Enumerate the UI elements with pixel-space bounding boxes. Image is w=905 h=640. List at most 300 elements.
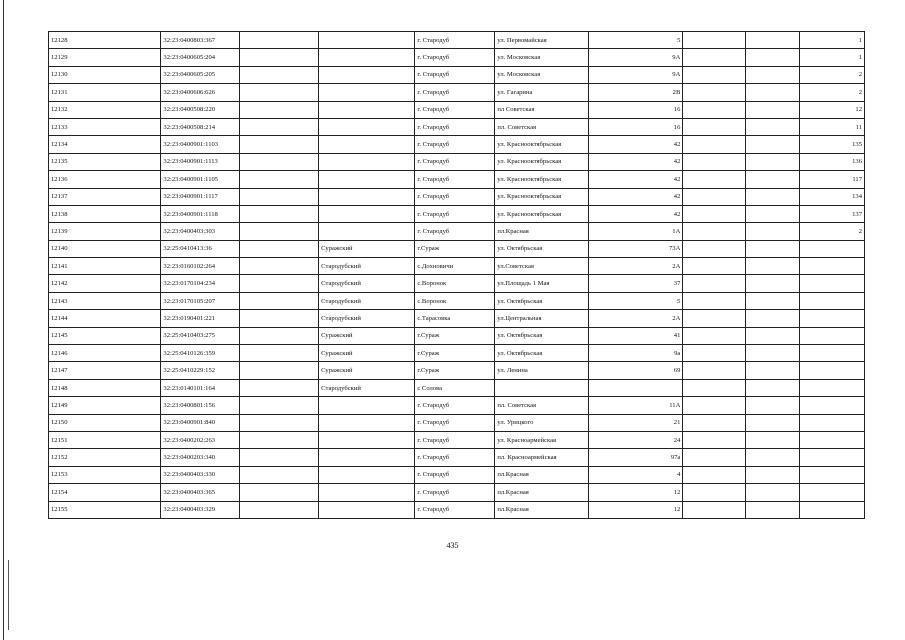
settlement-cell: г. Стародуб [415, 223, 495, 240]
row-number-cell: 12154 [49, 484, 161, 501]
empty-cell [240, 275, 319, 292]
settlement-cell: г. Стародуб [415, 84, 495, 101]
district-cell [319, 101, 415, 118]
district-cell: Стародубский [319, 292, 415, 309]
house-number-cell: 73А [589, 240, 683, 257]
empty-cell [240, 188, 319, 205]
apartment-number-cell: 136 [800, 153, 865, 170]
house-number-cell: 42 [589, 136, 683, 153]
row-number-cell: 12139 [49, 223, 161, 240]
house-number-cell: 69 [589, 362, 683, 379]
empty-cell [683, 118, 746, 135]
cadastral-number-cell: 32:23:0400901:1103 [161, 136, 240, 153]
cadastral-number-cell: 32:23:0400202:263 [161, 431, 240, 448]
table-row [49, 310, 865, 327]
table-row [49, 223, 865, 240]
cadastral-number-cell: 32:23:0170105:207 [161, 292, 240, 309]
street-cell: ул. Московская [495, 66, 589, 83]
empty-cell [746, 292, 800, 309]
house-number-cell: 16 [589, 101, 683, 118]
empty-cell [240, 310, 319, 327]
house-number-cell: 2А [589, 258, 683, 275]
house-number-cell: 97а [589, 449, 683, 466]
district-cell [319, 136, 415, 153]
district-cell: Суражский [319, 240, 415, 257]
district-cell [319, 205, 415, 222]
empty-cell [683, 345, 746, 362]
table-row [49, 414, 865, 431]
empty-cell [746, 101, 800, 118]
table-row [49, 397, 865, 414]
empty-cell [683, 397, 746, 414]
empty-cell [746, 501, 800, 518]
settlement-cell: г.Сураж [415, 362, 495, 379]
street-cell: ул. Октябрьская [495, 292, 589, 309]
apartment-number-cell: 2 [800, 223, 865, 240]
apartment-number-cell [800, 431, 865, 448]
table-row [49, 136, 865, 153]
empty-cell [240, 466, 319, 483]
house-number-cell: 42 [589, 153, 683, 170]
district-cell [319, 466, 415, 483]
settlement-cell: г.Сураж [415, 345, 495, 362]
empty-cell [240, 345, 319, 362]
row-number-cell: 12135 [49, 153, 161, 170]
empty-cell [746, 449, 800, 466]
cadastral-number-cell: 32:23:0190401:221 [161, 310, 240, 327]
district-cell [319, 171, 415, 188]
row-number-cell: 12130 [49, 66, 161, 83]
row-number-cell: 12144 [49, 310, 161, 327]
house-number-cell: 5 [589, 32, 683, 49]
house-number-cell: 12 [589, 484, 683, 501]
house-number-cell: 2А [589, 310, 683, 327]
district-cell [319, 49, 415, 66]
settlement-cell: г. Стародуб [415, 414, 495, 431]
settlement-cell: г. Стародуб [415, 466, 495, 483]
settlement-cell: г.Сураж [415, 240, 495, 257]
apartment-number-cell [800, 258, 865, 275]
table-row [49, 466, 865, 483]
empty-cell [240, 240, 319, 257]
empty-cell [683, 449, 746, 466]
table-row [49, 153, 865, 170]
cadastral-number-cell: 32:25:0410229:152 [161, 362, 240, 379]
empty-cell [746, 32, 800, 49]
street-cell: ул. Краснооктябрьская [495, 136, 589, 153]
district-cell [319, 449, 415, 466]
district-cell: Стародубский [319, 379, 415, 396]
street-cell: ул. Красноармейская [495, 431, 589, 448]
empty-cell [746, 136, 800, 153]
apartment-number-cell: 1 [800, 49, 865, 66]
registry-table [48, 31, 865, 519]
empty-cell [746, 379, 800, 396]
settlement-cell: г. Стародуб [415, 171, 495, 188]
district-cell: Стародубский [319, 310, 415, 327]
cadastral-number-cell: 32:23:0400606:626 [161, 84, 240, 101]
cadastral-number-cell: 32:23:0170104:234 [161, 275, 240, 292]
row-number-cell: 12150 [49, 414, 161, 431]
apartment-number-cell: 11 [800, 118, 865, 135]
cadastral-number-cell: 32:23:0400403:365 [161, 484, 240, 501]
row-number-cell: 12132 [49, 101, 161, 118]
settlement-cell: г. Стародуб [415, 188, 495, 205]
street-cell: пл.Красная [495, 484, 589, 501]
empty-cell [683, 188, 746, 205]
district-cell: Суражский [319, 362, 415, 379]
empty-cell [240, 118, 319, 135]
house-number-cell: 41 [589, 327, 683, 344]
empty-cell [746, 397, 800, 414]
row-number-cell: 12129 [49, 49, 161, 66]
row-number-cell: 12133 [49, 118, 161, 135]
empty-cell [746, 171, 800, 188]
empty-cell [240, 484, 319, 501]
settlement-cell: г. Стародуб [415, 32, 495, 49]
empty-cell [746, 345, 800, 362]
table-row [49, 449, 865, 466]
empty-cell [746, 66, 800, 83]
row-number-cell: 12151 [49, 431, 161, 448]
district-cell: Суражский [319, 327, 415, 344]
house-number-cell: 5 [589, 292, 683, 309]
empty-cell [746, 327, 800, 344]
street-cell: ул. Краснооктябрьская [495, 188, 589, 205]
row-number-cell: 12147 [49, 362, 161, 379]
row-number-cell: 12149 [49, 397, 161, 414]
empty-cell [683, 84, 746, 101]
house-number-cell: 12 [589, 501, 683, 518]
apartment-number-cell: 135 [800, 136, 865, 153]
apartment-number-cell: 1 [800, 32, 865, 49]
table-row [49, 431, 865, 448]
settlement-cell: г. Стародуб [415, 501, 495, 518]
table-row [49, 275, 865, 292]
empty-cell [240, 431, 319, 448]
table-row [49, 379, 865, 396]
district-cell [319, 484, 415, 501]
district-cell: Суражский [319, 345, 415, 362]
table-row [49, 49, 865, 66]
cadastral-number-cell: 32:23:0400801:156 [161, 397, 240, 414]
cadastral-number-cell: 32:23:0400203:340 [161, 449, 240, 466]
settlement-cell: с.Воронок [415, 292, 495, 309]
cadastral-number-cell: 32:23:0400901:840 [161, 414, 240, 431]
cadastral-number-cell: 32:23:0140101:164 [161, 379, 240, 396]
empty-cell [683, 275, 746, 292]
settlement-cell: с.Дохновичи [415, 258, 495, 275]
row-number-cell: 12136 [49, 171, 161, 188]
district-cell: Стародубский [319, 275, 415, 292]
settlement-cell: г. Стародуб [415, 484, 495, 501]
house-number-cell: 37 [589, 275, 683, 292]
empty-cell [683, 431, 746, 448]
apartment-number-cell [800, 292, 865, 309]
street-cell: ул. Краснооктябрьская [495, 153, 589, 170]
empty-cell [240, 327, 319, 344]
empty-cell [240, 205, 319, 222]
street-cell: пл. Красноармейская [495, 449, 589, 466]
cadastral-number-cell: 32:23:0400403:329 [161, 501, 240, 518]
empty-cell [683, 171, 746, 188]
empty-cell [746, 431, 800, 448]
empty-cell [746, 49, 800, 66]
table-row [49, 484, 865, 501]
row-number-cell: 12153 [49, 466, 161, 483]
empty-cell [240, 449, 319, 466]
street-cell: пл.Красная [495, 501, 589, 518]
street-cell: пл.Красная [495, 466, 589, 483]
house-number-cell: 16 [589, 118, 683, 135]
row-number-cell: 12137 [49, 188, 161, 205]
empty-cell [746, 466, 800, 483]
street-cell: ул. Ленина [495, 362, 589, 379]
house-number-cell: 1А [589, 223, 683, 240]
row-number-cell: 12143 [49, 292, 161, 309]
cadastral-number-cell: 32:23:0400508:214 [161, 118, 240, 135]
empty-cell [746, 205, 800, 222]
empty-cell [240, 66, 319, 83]
empty-cell [746, 84, 800, 101]
row-number-cell: 12138 [49, 205, 161, 222]
empty-cell [683, 101, 746, 118]
empty-cell [240, 362, 319, 379]
settlement-cell: с.Воронок [415, 275, 495, 292]
empty-cell [240, 292, 319, 309]
row-number-cell: 12128 [49, 32, 161, 49]
empty-cell [240, 171, 319, 188]
empty-cell [683, 223, 746, 240]
apartment-number-cell: 2 [800, 66, 865, 83]
cadastral-number-cell: 32:23:0400901:1117 [161, 188, 240, 205]
street-cell: пл Советская [495, 101, 589, 118]
empty-cell [683, 258, 746, 275]
apartment-number-cell [800, 345, 865, 362]
house-number-cell: 21 [589, 414, 683, 431]
apartment-number-cell [800, 484, 865, 501]
settlement-cell: с.Тарасовка [415, 310, 495, 327]
empty-cell [746, 275, 800, 292]
empty-cell [683, 136, 746, 153]
empty-cell [683, 466, 746, 483]
table-row [49, 118, 865, 135]
street-cell: пл. Советская [495, 397, 589, 414]
cadastral-number-cell: 32:23:0400901:1113 [161, 153, 240, 170]
empty-cell [746, 362, 800, 379]
district-cell [319, 66, 415, 83]
table-row [49, 171, 865, 188]
empty-cell [683, 310, 746, 327]
table-row [49, 84, 865, 101]
apartment-number-cell [800, 240, 865, 257]
empty-cell [240, 223, 319, 240]
district-cell [319, 188, 415, 205]
street-cell: ул.Советская [495, 258, 589, 275]
empty-cell [240, 153, 319, 170]
empty-cell [746, 310, 800, 327]
page-number: 435 [446, 541, 459, 550]
empty-cell [746, 484, 800, 501]
cadastral-number-cell: 32:23:0400803:367 [161, 32, 240, 49]
cadastral-number-cell: 32:23:0400403:303 [161, 223, 240, 240]
settlement-cell: г. Стародуб [415, 136, 495, 153]
settlement-cell: с Солова [415, 379, 495, 396]
row-number-cell: 12155 [49, 501, 161, 518]
street-cell: ул.Площадь 1 Мая [495, 275, 589, 292]
cadastral-number-cell: 32:23:0400403:330 [161, 466, 240, 483]
table-row [49, 292, 865, 309]
apartment-number-cell: 117 [800, 171, 865, 188]
row-number-cell: 12141 [49, 258, 161, 275]
table-row [49, 240, 865, 257]
empty-cell [746, 240, 800, 257]
empty-cell [683, 66, 746, 83]
house-number-cell [589, 379, 683, 396]
table-row [49, 66, 865, 83]
street-cell: ул. Урицкого [495, 414, 589, 431]
apartment-number-cell [800, 466, 865, 483]
settlement-cell: г. Стародуб [415, 118, 495, 135]
house-number-cell: 42 [589, 188, 683, 205]
row-number-cell: 12134 [49, 136, 161, 153]
page-edge-line [8, 560, 9, 630]
apartment-number-cell [800, 362, 865, 379]
house-number-cell: 9А [589, 49, 683, 66]
street-cell: ул. Первомайская [495, 32, 589, 49]
street-cell: пл. Советская [495, 118, 589, 135]
empty-cell [240, 501, 319, 518]
table-row [49, 501, 865, 518]
table-row [49, 327, 865, 344]
apartment-number-cell: 2 [800, 84, 865, 101]
district-cell [319, 501, 415, 518]
table-row [49, 101, 865, 118]
empty-cell [746, 223, 800, 240]
row-number-cell: 12140 [49, 240, 161, 257]
empty-cell [240, 32, 319, 49]
district-cell [319, 397, 415, 414]
district-cell [319, 84, 415, 101]
empty-cell [683, 32, 746, 49]
settlement-cell: г. Стародуб [415, 449, 495, 466]
cadastral-number-cell: 32:23:0160102:264 [161, 258, 240, 275]
settlement-cell: г.Сураж [415, 327, 495, 344]
empty-cell [683, 153, 746, 170]
house-number-cell: 24 [589, 431, 683, 448]
settlement-cell: г. Стародуб [415, 205, 495, 222]
table-row [49, 258, 865, 275]
empty-cell [683, 327, 746, 344]
settlement-cell: г. Стародуб [415, 153, 495, 170]
apartment-number-cell [800, 397, 865, 414]
street-cell: ул. Октябрьская [495, 327, 589, 344]
apartment-number-cell [800, 449, 865, 466]
table-row [49, 362, 865, 379]
district-cell: Стародубский [319, 258, 415, 275]
cadastral-number-cell: 32:25:0410413:36 [161, 240, 240, 257]
apartment-number-cell [800, 310, 865, 327]
apartment-number-cell: 12 [800, 101, 865, 118]
cadastral-number-cell: 32:23:0400605:204 [161, 49, 240, 66]
district-cell [319, 32, 415, 49]
row-number-cell: 12145 [49, 327, 161, 344]
street-cell: ул.Центральная [495, 310, 589, 327]
empty-cell [240, 258, 319, 275]
empty-cell [683, 49, 746, 66]
table-row [49, 205, 865, 222]
empty-cell [240, 379, 319, 396]
table-row [49, 345, 865, 362]
street-cell: ул. Краснооктябрьская [495, 171, 589, 188]
house-number-cell: 42 [589, 171, 683, 188]
empty-cell [240, 397, 319, 414]
empty-cell [746, 258, 800, 275]
empty-cell [746, 414, 800, 431]
apartment-number-cell [800, 379, 865, 396]
empty-cell [683, 484, 746, 501]
street-cell: пл.Красная [495, 223, 589, 240]
street-cell: ул. Московская [495, 49, 589, 66]
apartment-number-cell [800, 275, 865, 292]
row-number-cell: 12146 [49, 345, 161, 362]
district-cell [319, 431, 415, 448]
street-cell: ул. Краснооктябрьская [495, 205, 589, 222]
street-cell: ул. Гагарина [495, 84, 589, 101]
apartment-number-cell [800, 327, 865, 344]
table-row [49, 188, 865, 205]
cadastral-number-cell: 32:23:0400901:1105 [161, 171, 240, 188]
empty-cell [240, 84, 319, 101]
house-number-cell: 9а [589, 345, 683, 362]
house-number-cell: 11А [589, 397, 683, 414]
cadastral-number-cell: 32:23:0400605:205 [161, 66, 240, 83]
street-cell: ул. Октябрьская [495, 345, 589, 362]
cadastral-number-cell: 32:23:0400901:1118 [161, 205, 240, 222]
district-cell [319, 414, 415, 431]
settlement-cell: г. Стародуб [415, 49, 495, 66]
district-cell [319, 223, 415, 240]
empty-cell [683, 240, 746, 257]
empty-cell [746, 153, 800, 170]
empty-cell [240, 49, 319, 66]
empty-cell [746, 188, 800, 205]
settlement-cell: г. Стародуб [415, 101, 495, 118]
district-cell [319, 153, 415, 170]
empty-cell [240, 414, 319, 431]
empty-cell [240, 101, 319, 118]
registry-table-body [49, 32, 865, 519]
apartment-number-cell [800, 414, 865, 431]
empty-cell [683, 292, 746, 309]
cadastral-number-cell: 32:25:0410403:275 [161, 327, 240, 344]
empty-cell [683, 379, 746, 396]
row-number-cell: 12152 [49, 449, 161, 466]
row-number-cell: 12131 [49, 84, 161, 101]
table-row [49, 32, 865, 49]
apartment-number-cell: 137 [800, 205, 865, 222]
house-number-cell: 4 [589, 466, 683, 483]
row-number-cell: 12142 [49, 275, 161, 292]
empty-cell [746, 118, 800, 135]
row-number-cell: 12148 [49, 379, 161, 396]
apartment-number-cell: 134 [800, 188, 865, 205]
empty-cell [683, 362, 746, 379]
settlement-cell: г. Стародуб [415, 431, 495, 448]
cadastral-number-cell: 32:23:0400508:220 [161, 101, 240, 118]
settlement-cell: г. Стародуб [415, 66, 495, 83]
house-number-cell: 9А [589, 66, 683, 83]
